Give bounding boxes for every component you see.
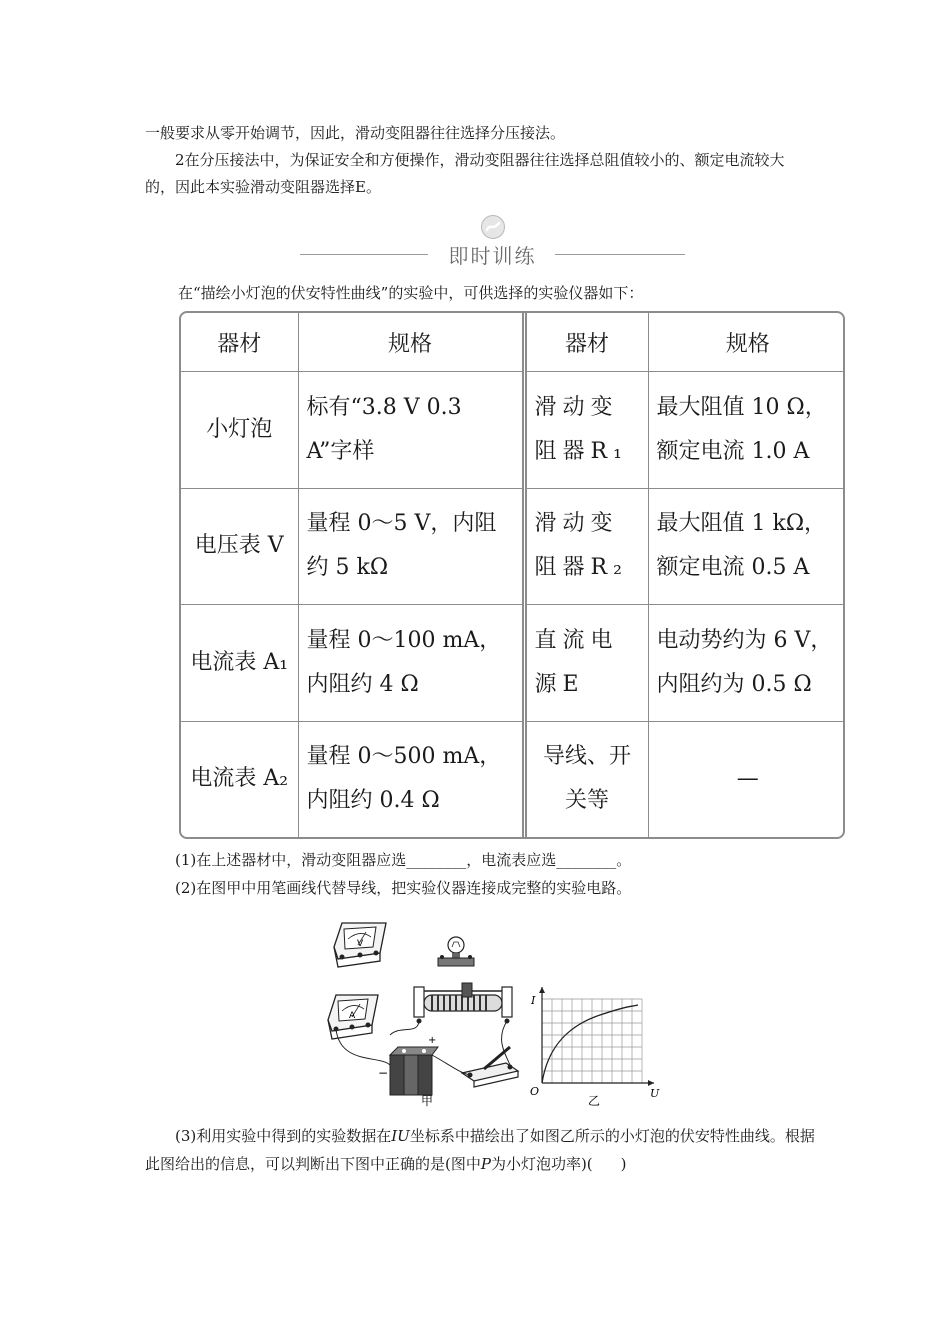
table-cell: 滑动变阻器R₂ — [524, 488, 648, 605]
intro-paragraph: 2在分压接法中，为保证安全和方便操作，滑动变阻器往往选择总阻值较小的、额定电流较大的，因此本实验滑动变阻器选择E。 — [145, 151, 785, 196]
q3-text-b: 坐标系中描绘出了如图乙所示的小灯泡的伏安特性曲线。根据此图给出的信息，可以判断出下图中正确的是(图中 — [145, 1127, 815, 1173]
table-cell: 量程 0～5 V，内阻约 5 kΩ — [298, 488, 524, 605]
table-row — [181, 372, 845, 489]
figure-label-yi: 乙 — [588, 1094, 601, 1108]
axis-origin: O — [530, 1085, 540, 1098]
table-cell: 电流表 A₁ — [181, 605, 298, 722]
q3-axes-label: IU — [391, 1127, 410, 1145]
voltmeter-letter: V — [357, 939, 364, 949]
banner-title: 即时训练 — [448, 244, 537, 268]
question-2: (2)在图甲中用笔画线代替导线，把实验仪器连接成完整的实验电路。 — [175, 879, 632, 897]
intro-line: 一般要求从零开始调节，因此，滑动变阻器往往选择分压接法。 — [145, 124, 566, 142]
table-header-row — [181, 313, 845, 372]
equipment-table — [179, 311, 845, 839]
axis-label-i: I — [531, 994, 536, 1007]
table-cell: 电动势约为 6 V，内阻约为 0.5 Ω — [648, 605, 845, 722]
experiment-figure — [320, 915, 680, 1110]
table-cell: 电流表 A₂ — [181, 721, 298, 837]
axis-label-u: U — [650, 1087, 660, 1100]
bulb-icon — [438, 937, 474, 966]
problem-stem: 在“描绘小灯泡的伏安特性曲线”的实验中，可供选择的实验仪器如下： — [178, 284, 644, 302]
table-cell: 量程 0～100 mA，内阻约 4 Ω — [298, 605, 524, 722]
table-cell: 滑动变阻器R₁ — [524, 372, 648, 489]
table-cell: 直流电源E — [524, 605, 648, 722]
ammeter-letter: A — [349, 1011, 356, 1021]
question-1: (1)在上述器材中，滑动变阻器应选________，电流表应选________。 — [175, 851, 632, 869]
figure-label-jia: 甲 — [421, 1094, 434, 1108]
q3-text-a: (3)利用实验中得到的实验数据在 — [175, 1127, 392, 1145]
rheostat-icon — [414, 983, 512, 1024]
section-banner — [300, 208, 685, 268]
banner-rule-right — [555, 254, 685, 255]
q3-power-symbol: P — [480, 1155, 491, 1173]
table-cell: 标有“3.8 V 0.3 A”字样 — [298, 372, 524, 489]
table-row — [181, 488, 845, 605]
q3-text-c: 为小灯泡功率)( — [490, 1155, 593, 1173]
graph-grid — [542, 999, 642, 1083]
table-cell: 小灯泡 — [181, 372, 298, 489]
table-cell: 最大阻值 10 Ω，额定电流 1.0 A — [648, 372, 845, 489]
section-logo-icon — [480, 214, 506, 240]
table-cell: 最大阻值 1 kΩ，额定电流 0.5 A — [648, 488, 845, 605]
table-cell: 电压表 V — [181, 488, 298, 605]
battery-minus-sign: − — [378, 1066, 389, 1080]
q3-text-d: ) — [620, 1155, 627, 1173]
table-cell: 导线、开关等 — [524, 721, 648, 837]
table-cell: 量程 0～500 mA，内阻约 0.4 Ω — [298, 721, 524, 837]
table-header: 规格 — [648, 313, 845, 372]
table-header: 器材 — [181, 313, 298, 372]
table-cell: — — [648, 721, 845, 837]
table-header: 规格 — [298, 313, 524, 372]
iu-graph — [539, 987, 654, 1086]
battery-icon — [390, 1047, 438, 1095]
battery-plus-sign: + — [428, 1035, 437, 1046]
table-row — [181, 721, 845, 837]
switch-icon — [462, 1047, 518, 1087]
question-3 — [145, 1122, 815, 1178]
table-row — [181, 605, 845, 722]
table-header: 器材 — [524, 313, 648, 372]
